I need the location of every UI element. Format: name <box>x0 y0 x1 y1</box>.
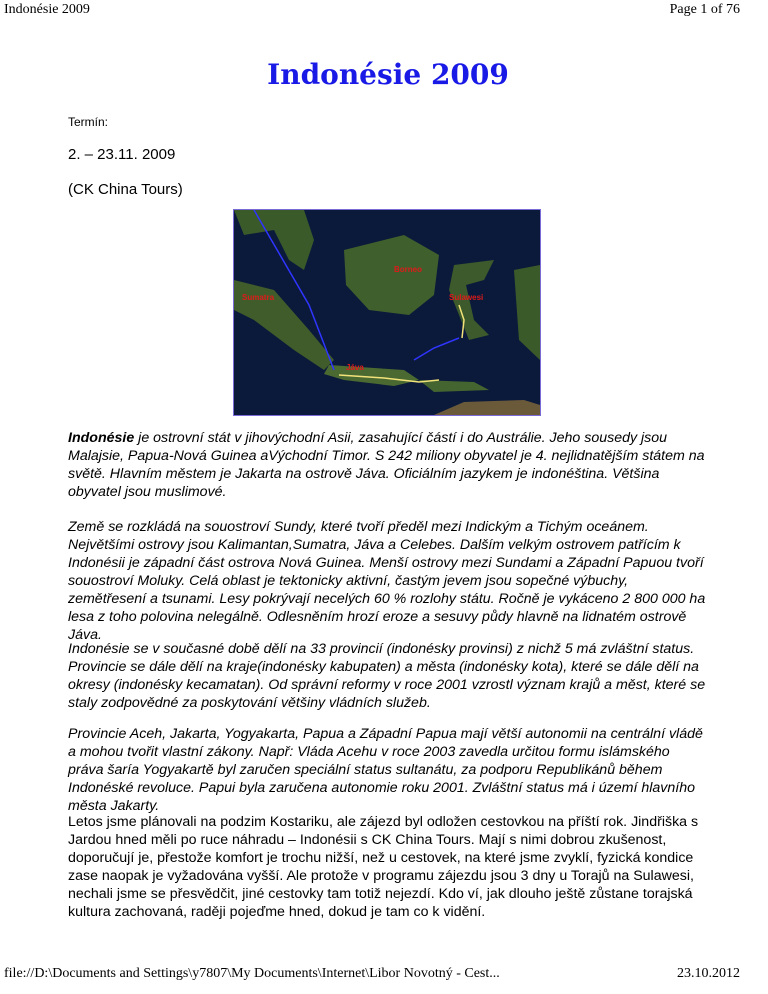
route-map-image <box>234 210 540 415</box>
print-footer <box>0 966 768 988</box>
header-doc-title: Indonésie 2009 <box>4 2 90 17</box>
print-header <box>0 0 768 22</box>
page-title: Indonésie 2009 <box>267 58 509 91</box>
paragraph-intro <box>68 429 708 501</box>
paragraph-autonomy: Provincie Aceh, Jakarta, Yogyakarta, Papua a Západní Papua mají větší autonomii na centrální vládě a mohou tvořit vlastní zákony. Např: Vláda Acehu v roce 2003 zavedla určitou formu islámského práva šaría Yogyakartě byl zaručen speciální status sultanátu, za podporu Republikánů během Indonéské revoluce. Papui byla zaručena autonomie roku 2001. Zvláštní status má i území hlavního města Jakarty. <box>68 726 703 814</box>
term-label: Termín: <box>68 115 109 129</box>
map-label-borneo: Borneo <box>394 265 422 274</box>
header-page-number: Page 1 of 76 <box>669 2 740 17</box>
paragraph-intro-text: je ostrovní stát v jihovýchodní Asii, zasahující částí i do Austrálie. Jeho sousedy jsou Malajsie, Papua-Nová Guinea aVýchodní Timor. S 242 miliony obyvatel je 4. nejlidnatějším státem na světě. Hlavním městem je Jakarta na ostrově Jáva. Oficiálním jazykem je indonéština. Většina obyvatel jsou muslimové. <box>68 430 705 500</box>
footer-file-path: file://D:\Documents and Settings\y7807\My Documents\Internet\Libor Novotný - Cest... <box>4 966 500 981</box>
paragraph-trip-story: Letos jsme plánovali na podzim Kostariku, ale zájezd byl odložen cestovkou na příští rok. Jindřiška s Jardou hned měli po ruce náhradu – Indonésii s CK China Tours. Mají s nimi dobrou zkušenost, doporučují je, přestože komfort je trochu nižší, než u cestovek, na které jsme zvyklí, fyzická kondice zase naopak je vyžadována vyšší. Ale protože v programu zájezdu jsou 3 dny u Torajů na Sulawesi, nechali jsme se přesvědčit, jiné cestovky tam totiž nejezdí. Kdo ví, jak dlouho ještě zůstane torajská kultura zachovaná, raději pojeďme hned, dokud je tam co k vidění. <box>68 814 699 920</box>
map-label-sulawesi: Sulawesi <box>449 293 484 302</box>
map-label-sumatra: Sumatra <box>242 293 275 302</box>
footer-print-date: 23.10.2012 <box>677 966 740 981</box>
travel-agency: (CK China Tours) <box>68 181 183 198</box>
trip-dates: 2. – 23.11. 2009 <box>68 146 176 163</box>
map-label-java: Jáva <box>346 363 364 372</box>
paragraph-geography: Země se rozkládá na souostroví Sundy, které tvoří předěl mezi Indickým a Tichým oceánem. Největšími ostrovy jsou Kalimantan,Sumatra, Jáva a Celebes. Dalším velkým ostrovem patřícím k Indonésii je západní část ostrova Nová Guinea. Menší ostrovy mezi Sundami a Západní Papuou tvoří souostroví Moluky. Celá oblast je tektonicky aktivní, častým jevem jsou sopečné výbuchy, zemětřesení a tsunami. Lesy pokrývají necelých 60 % rozlohy státu. Ročně je vykáceno 2 800 000 ha lesa z toho polovina nelegálně. Odlesněním hrozí eroze a sesuvy půdy hlavně na lidnatém ostrově Jáva. <box>68 519 706 643</box>
paragraph-administration: Indonésie se v současné době dělí na 33 provincií (indonésky provinsi) z nichž 5 má zvláštní status. Provincie se dále dělí na kraje(indonésky kabupaten) a města (indonésky kota), které se dále dělí na okresy (indonésky kecamatan). Od správní reformy v roce 2001 vzrostl význam krajů a měst, které se staly zodpovědné za poskytování většiny vládních služeb. <box>68 641 706 711</box>
paragraph-intro-lead: Indonésie <box>68 430 135 446</box>
route-map <box>233 209 541 416</box>
